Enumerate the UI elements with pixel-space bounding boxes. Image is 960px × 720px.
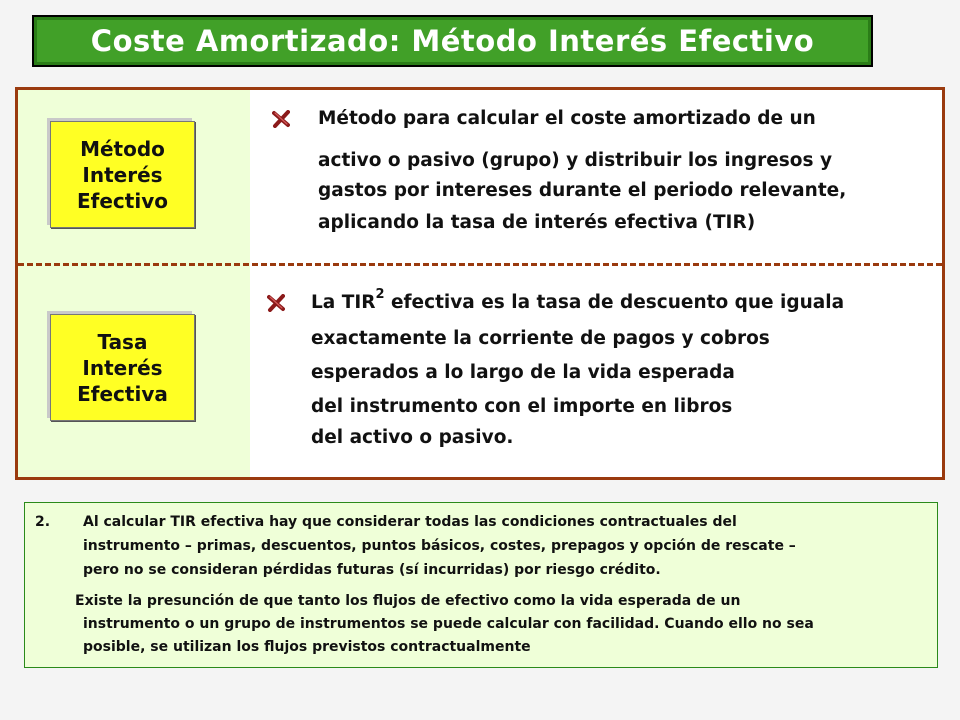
footnote-number: 2. (35, 514, 51, 530)
metodo-description (318, 106, 846, 240)
footnote-ref: 2 (375, 286, 385, 302)
section-divider (18, 263, 942, 266)
tasa-description (311, 286, 845, 455)
footnote-line: instrumento – primas, descuentos, puntos básicos, costes, prepagos y opción de rescate – (83, 538, 796, 554)
description-line: del activo o pasivo. (311, 427, 514, 448)
x-mark-icon (267, 294, 285, 312)
label-tasa-interes-efectiva: Tasa Interés Efectiva (50, 314, 195, 421)
definition-panel (15, 87, 945, 480)
presumption-line: Existe la presunción de que tanto los flujos de efectivo como la vida esperada de un (75, 593, 741, 609)
footnote-line: Al calcular TIR efectiva hay que considerar todas las condiciones contractuales del (83, 514, 737, 530)
description-line (311, 286, 845, 326)
footnote-box (24, 502, 938, 668)
tir-text-rest: efectiva es la tasa de descuento que iguala (384, 292, 845, 313)
description-line: del instrumento con el importe en libros (311, 396, 733, 417)
label-metodo-interes-efectivo: Método Interés Efectivo (50, 121, 195, 228)
description-line: activo o pasivo (grupo) y distribuir los ingresos y (318, 150, 833, 171)
slide-title: Coste Amortizado: Método Interés Efectivo (32, 15, 873, 67)
footnote-line: pero no se consideran pérdidas futuras (sí incurridas) por riesgo crédito. (83, 562, 661, 578)
presumption-line: instrumento o un grupo de instrumentos se puede calcular con facilidad. Cuando ello no sea (83, 616, 814, 632)
description-line: exactamente la corriente de pagos y cobros (311, 328, 770, 349)
tir-text: La TIR (311, 292, 376, 313)
presumption-line: posible, se utilizan los flujos previstos contractualmente (83, 639, 531, 655)
description-line: gastos por intereses durante el periodo relevante, (318, 180, 847, 201)
description-line: esperados a lo largo de la vida esperada (311, 362, 735, 383)
description-line: aplicando la tasa de interés efectiva (TIR) (318, 212, 756, 233)
description-line: Método para calcular el coste amortizado de un (318, 108, 816, 129)
x-mark-icon (272, 110, 290, 128)
